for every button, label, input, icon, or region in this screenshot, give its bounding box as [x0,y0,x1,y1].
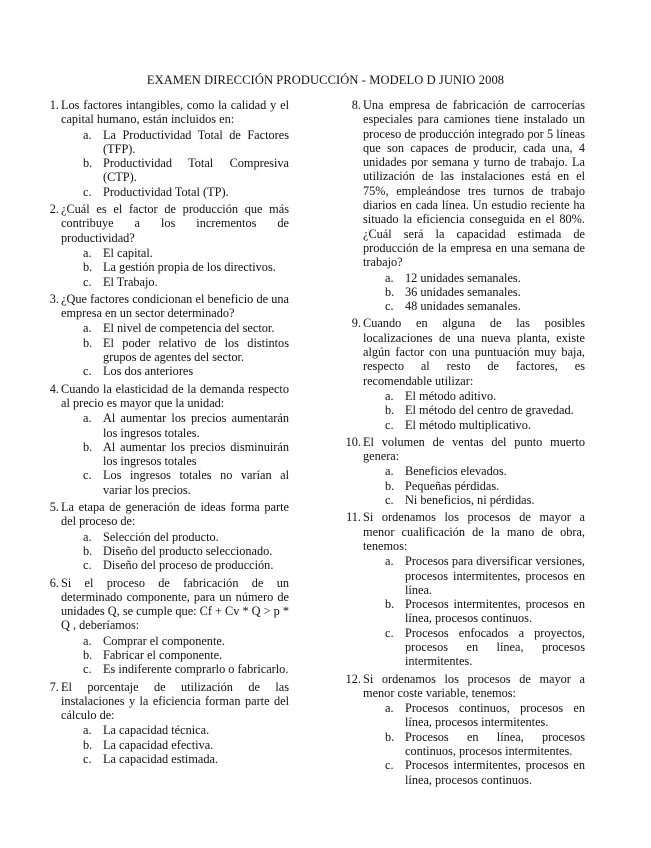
option-list [61,634,289,677]
question-number: 5. [49,500,59,515]
question-number: 3. [49,291,59,306]
option-list [363,701,585,787]
option-list [61,723,289,766]
option-letter: b. [83,647,93,662]
question-number: 2. [49,202,59,217]
option-c [363,299,585,313]
option-text: Procesos para diversificar versiones, procesos intermitentes, procesos en línea. [405,554,585,597]
option-a [363,271,585,285]
option-c [363,626,585,669]
option-c [61,275,289,289]
question-text: Los factores intangibles, como la calidad y el capital humano, están incluidos en: [61,98,289,127]
option-a [61,723,289,737]
question-number: 9. [351,316,361,331]
option-list [61,411,289,497]
option-text: Los dos anteriores [103,364,194,379]
option-a [61,128,289,157]
question-12 [339,672,585,787]
option-letter: c. [83,364,92,379]
option-text: Procesos intermitentes, procesos en línea, procesos continuos. [405,597,585,626]
question-text: Si ordenamos los procesos de mayor a menor cualificación de la mano de obra, tenemos: [363,510,585,553]
option-text: El método multiplicativo. [405,417,532,432]
option-letter: c. [385,758,394,773]
option-letter: a. [83,723,92,738]
option-text: Diseño del producto seleccionado. [103,543,273,558]
question-9 [339,316,585,431]
option-c [61,185,289,199]
question-6 [37,576,289,677]
option-letter: a. [83,529,92,544]
option-text: Es indiferente comprarlo o fabricarlo. [103,662,289,677]
option-a [363,389,585,403]
option-text: Procesos continuos, procesos en línea, procesos intermitentes. [405,701,585,730]
option-list [61,246,289,289]
question-number: 11. [346,510,361,525]
question-text: Si ordenamos los procesos de mayor a menor coste variable, tenemos: [363,671,585,700]
option-list [61,321,289,378]
question-8 [339,98,585,313]
option-c [61,752,289,766]
option-list [363,464,585,507]
option-letter: c. [83,274,92,289]
question-number: 12. [345,671,361,686]
option-text: El Trabajo. [103,274,158,289]
option-letter: b. [385,284,395,299]
option-text: La capacidad estimada. [103,752,219,767]
option-b [61,544,289,558]
option-text: Productividad Total (TP). [103,184,229,199]
question-number: 1. [49,98,59,112]
option-text: Los ingresos totales no varían al variar los precios. [103,468,289,497]
option-letter: b. [385,729,395,744]
option-list [61,128,289,199]
option-text: Procesos en línea, procesos continuos, procesos intermitentes. [405,729,585,759]
option-text: La capacidad técnica. [103,723,210,738]
option-text: Beneficios elevados. [405,464,507,479]
option-letter: b. [83,543,93,558]
option-a [61,411,289,440]
option-text: El poder relativo de los distintos grupos de agentes del sector. [103,335,289,365]
option-letter: c. [385,625,394,640]
option-letter: a. [83,633,92,648]
option-letter: b. [83,260,93,275]
option-a [61,321,289,335]
question-number: 6. [49,575,59,590]
option-c [61,558,289,572]
question-4 [37,382,289,497]
option-c [363,418,585,432]
option-letter: a. [385,270,394,285]
option-text: La gestión propia de los directivos. [103,260,276,275]
option-letter: b. [83,335,93,350]
option-letter: b. [83,156,93,171]
option-letter: b. [83,737,93,752]
option-letter: c. [385,493,394,508]
option-letter: b. [385,403,395,418]
option-text: Procesos intermitentes, procesos en línea, procesos continuos. [405,758,585,787]
option-letter: c. [83,468,92,483]
option-letter: a. [83,127,92,142]
option-b [61,260,289,274]
option-letter: c. [83,184,92,199]
option-text: Pequeñas pérdidas. [405,478,500,493]
option-text: Fabricar el componente. [103,647,223,662]
option-a [61,246,289,260]
question-11 [339,510,585,668]
option-letter: c. [83,558,92,573]
option-letter: c. [83,752,92,767]
option-a [61,530,289,544]
option-list [363,554,585,668]
option-letter: a. [385,388,394,403]
option-letter: a. [385,464,394,479]
question-text: Cuando en alguna de las posibles localizaciones de una nueva planta, existe algún factor con una puntuación muy baja, respecto al resto de factores, es recomendable utilizar: [363,316,585,388]
option-b [363,403,585,417]
option-text: Ni beneficios, ni pérdidas. [405,493,535,508]
option-b [61,648,289,662]
question-text: ¿Cuál es el factor de producción que más contribuye a los incrementos de productividad? [61,202,289,245]
question-number: 10. [345,434,361,449]
option-letter: a. [83,321,92,336]
option-c [363,493,585,507]
option-b [363,285,585,299]
option-letter: a. [83,411,92,426]
option-c [61,468,289,497]
question-7 [37,680,289,767]
option-letter: c. [83,662,92,677]
option-a [363,701,585,730]
option-b [363,730,585,759]
option-text: 48 unidades semanales. [405,299,521,314]
option-letter: b. [385,597,395,612]
question-number: 7. [49,679,59,694]
option-text: Productividad Total Compresiva (CTP). [103,156,289,185]
question-2 [37,202,289,289]
exam-title: EXAMEN DIRECCIÓN PRODUCCIÓN - MODELO D JUNIO 2008 [146,73,505,87]
option-letter: b. [385,478,395,493]
question-text: ¿Que factores condicionan el beneficio de una empresa en un sector determinado? [61,291,289,321]
question-text: El volumen de ventas del punto muerto genera: [363,434,585,464]
option-b [61,156,289,185]
option-b [61,336,289,365]
option-text: La capacidad efectiva. [103,737,214,752]
question-number: 4. [49,381,59,396]
option-text: Selección del producto. [103,529,219,544]
question-text: Si el proceso de fabricación de un determinado componente, para un número de unidades Q, se cumple que: Cf + Cv * Q > p * Q , deberíamos: [61,575,290,633]
option-letter: b. [83,439,93,454]
option-a [363,554,585,597]
option-list [363,389,585,432]
option-a [363,464,585,478]
option-a [61,634,289,648]
option-c [363,758,585,787]
option-text: El método aditivo. [405,388,497,403]
option-letter: a. [385,554,394,569]
option-text: 36 unidades semanales. [405,284,521,299]
question-10 [339,435,585,507]
question-1 [37,98,289,199]
question-number: 8. [351,98,361,112]
right-column [339,98,585,790]
question-text: Cuando la elasticidad de la demanda respecto al precio es mayor que la unidad: [61,381,289,410]
option-text: El método del centro de gravedad. [405,403,574,418]
question-text: La etapa de generación de ideas forma parte del proceso de: [61,500,289,529]
option-letter: a. [83,245,92,260]
option-text: Comprar el componente. [103,633,225,648]
option-letter: a. [385,701,394,716]
option-b [363,479,585,493]
option-letter: c. [385,417,394,432]
option-list [61,530,289,573]
question-3 [37,292,289,379]
option-c [61,364,289,378]
question-text: El porcentaje de utilización de las instalaciones y la eficiencia forman parte del cálculo de: [61,679,289,723]
option-text: Al aumentar los precios disminuirán los ingresos totales [103,439,289,469]
option-c [61,662,289,676]
option-text: El nivel de competencia del sector. [103,321,275,336]
option-text: 12 unidades semanales. [405,270,521,285]
option-list [363,271,585,314]
option-letter: c. [385,299,394,314]
question-5 [37,500,289,572]
option-b [363,597,585,626]
question-text: Una empresa de fabricación de carrocerías especiales para camiones tiene instalado un proceso de producción integrado por 5 líneas que son capaces de producir, cada una, 4 unidades por semana y turno de trabajo. La utilización de las instalaciones está en el 75%, empleándose tres turnos de trabajo diarios en cada línea. Un estudio reciente ha situado la eficiencia conseguida en el 80%. ¿Cuál será la capacidad estimada de producción de la empresa en una semana de trabajo? [363,98,585,270]
left-column [37,98,289,769]
option-b [61,440,289,469]
option-text: El capital. [103,245,153,260]
option-text: Al aumentar los precios aumentarán los ingresos totales. [103,411,289,440]
option-text: Diseño del proceso de producción. [103,558,274,573]
option-b [61,738,289,752]
option-text: Procesos enfocados a proyectos, procesos en línea, procesos intermitentes. [405,625,585,669]
option-text: La Productividad Total de Factores (TFP). [103,127,289,156]
